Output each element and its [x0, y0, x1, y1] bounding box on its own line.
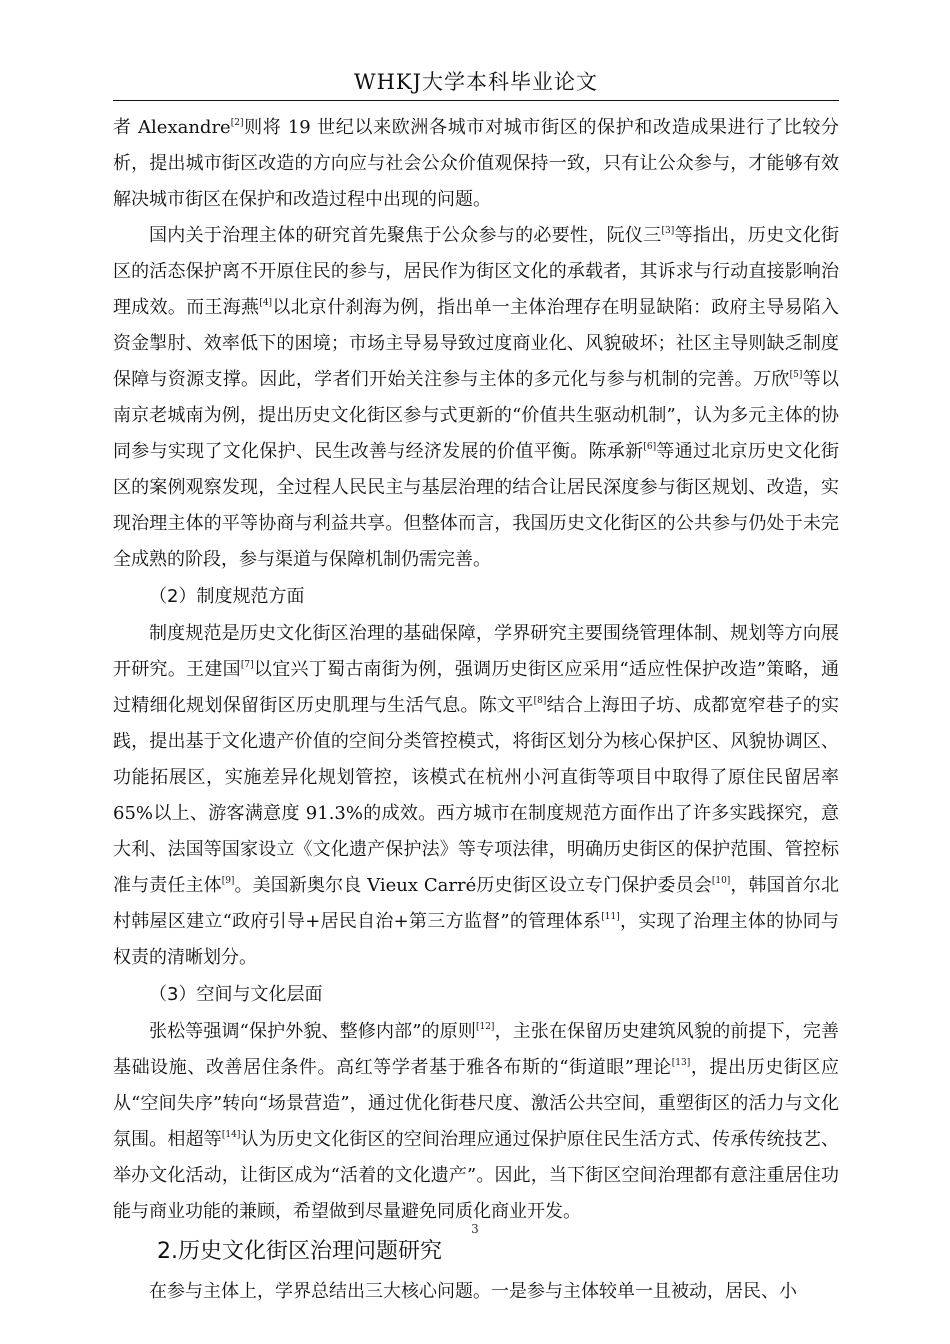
citation-ref: [3] [661, 226, 675, 236]
citation-ref: [4] [259, 298, 273, 308]
section-heading: 2.历史文化街区治理问题研究 [157, 1239, 442, 1264]
text-run: 在参与主体上，学界总结出三大核心问题。一是参与主体较单一且被动，居民、小 [149, 1281, 797, 1302]
text-run: 。美国新奥尔良 Vieux Carré历史街区设立专门保护委员会 [234, 875, 712, 896]
paragraph [113, 1274, 839, 1310]
header-divider [113, 100, 839, 101]
text-run: 认为历史文化街区的空间治理应通过保护原住民生活方式、传承传统技艺、举办文化活动，让街区成为“活着的文化遗产”。因此，当下街区空间治理都有意注重居住功能与商业功能的兼顾，希望做到尽量避免同质化商业开发。 [113, 1129, 840, 1222]
text-run: 制度规范是历史文化街区治理的基础保障，学界研究主要围绕管理体制、规划等方向展开研究。王建国 [113, 623, 839, 680]
text-run: 等以南京老城南为例，提出历史文化街区参与式更新的“价值共生驱动机制”，认为多元主体的协同参与实现了文化保护、民生改善与经济发展的价值平衡。陈承新 [113, 369, 839, 462]
citation-ref: [5] [789, 370, 803, 380]
citation-ref: [11] [601, 912, 620, 922]
paragraph [113, 110, 839, 218]
page-number: 3 [471, 1222, 479, 1236]
citation-ref: [2] [230, 118, 244, 128]
paragraph [113, 218, 839, 578]
subsection-heading: （3）空间与文化层面 [149, 984, 323, 1005]
citation-ref: [9] [221, 876, 235, 886]
subsection-heading: （2）制度规范方面 [149, 586, 305, 607]
text-run: ，韩国首尔北村韩屋区建立“政府引导+居民自治+第三方监督”的管理体系 [113, 875, 839, 932]
text-run: 者 Alexandre [113, 117, 231, 138]
text-run: 则将 19 世纪以来欧洲各城市对城市街区的保护和改造成果进行了比较分析，提出城市街区改造的方向应与社会公众价值观保持一致，只有让公众参与，才能够有效解决城市街区在保护和改造过程中出现的问题。 [113, 117, 839, 210]
text-run: 以北京什刹海为例，指出单一主体治理存在明显缺陷：政府主导易陷入资金掣肘、效率低下的困境；市场主导易导致过度商业化、风貌破坏；社区主导则缺乏制度保障与资源支撑。因此，学者们开始关注参与主体的多元化与参与机制的完善。万欣 [113, 297, 840, 390]
text-run: 国内关于治理主体的研究首先聚焦于公众参与的必要性，阮仪三 [149, 225, 662, 246]
citation-ref: [13] [671, 1058, 691, 1068]
text-run: 以宜兴丁蜀古南街为例，强调历史街区应采用“适应性保护改造”策略，通过精细化规划保留街区历史肌理与生活气息。陈文平 [113, 659, 840, 716]
text-run: 结合上海田子坊、成都宽窄巷子的实践，提出基于文化遗产价值的空间分类管控模式，将街区划分为核心保护区、风貌协调区、功能拓展区，实施差异化规划管控，该模式在杭州小河直街等项目中取得了原住民留居率 65%以上、游客满意度 91.3%的成效。西方城市在制度规范方面作出了许多实践探究，意大利、法国等国家设立《文化遗产保护法》等专项法律，明确历史街区的保护范围、管控标准与责任主体 [113, 695, 840, 896]
text-run: 等通过北京历史文化街区的案例观察发现，全过程人民民主与基层治理的结合让居民深度参与街区规划、改造，实现治理主体的平等协商与利益共享。但整体而言，我国历史文化街区的公共参与仍处于未完全成熟的阶段，参与渠道与保障机制仍需完善。 [113, 441, 840, 570]
text-run: ，提出历史街区应从“空间失序”转向“场景营造”，通过优化街巷尺度、激活公共空间，重塑街区的活力与文化氛围。相超等 [113, 1057, 840, 1150]
citation-ref: [12] [475, 1022, 495, 1032]
text-run: 等指出，历史文化街区的活态保护离不开原住民的参与，居民作为街区文化的承载者，其诉求与行动直接影响治理成效。而王海燕 [113, 225, 840, 318]
paragraph [113, 1014, 839, 1230]
citation-ref: [14] [221, 1130, 241, 1140]
body-text [113, 110, 839, 1310]
citation-ref: [10] [711, 876, 731, 886]
text-run: ，实现了治理主体的协同与权责的清晰划分。 [113, 911, 839, 968]
paragraph [113, 616, 839, 976]
text-run: 张松等强调“保护外貌、整修内部”的原则 [149, 1021, 476, 1042]
citation-ref: [6] [643, 442, 657, 452]
text-run: ，主张在保留历史建筑风貌的前提下，完善基础设施、改善居住条件。高红等学者基于雅各布斯的“街道眼”理论 [113, 1021, 840, 1078]
citation-ref: [7] [240, 660, 254, 670]
citation-ref: [8] [533, 696, 547, 706]
running-header: WHKJ大学本科毕业论文 [353, 70, 598, 94]
